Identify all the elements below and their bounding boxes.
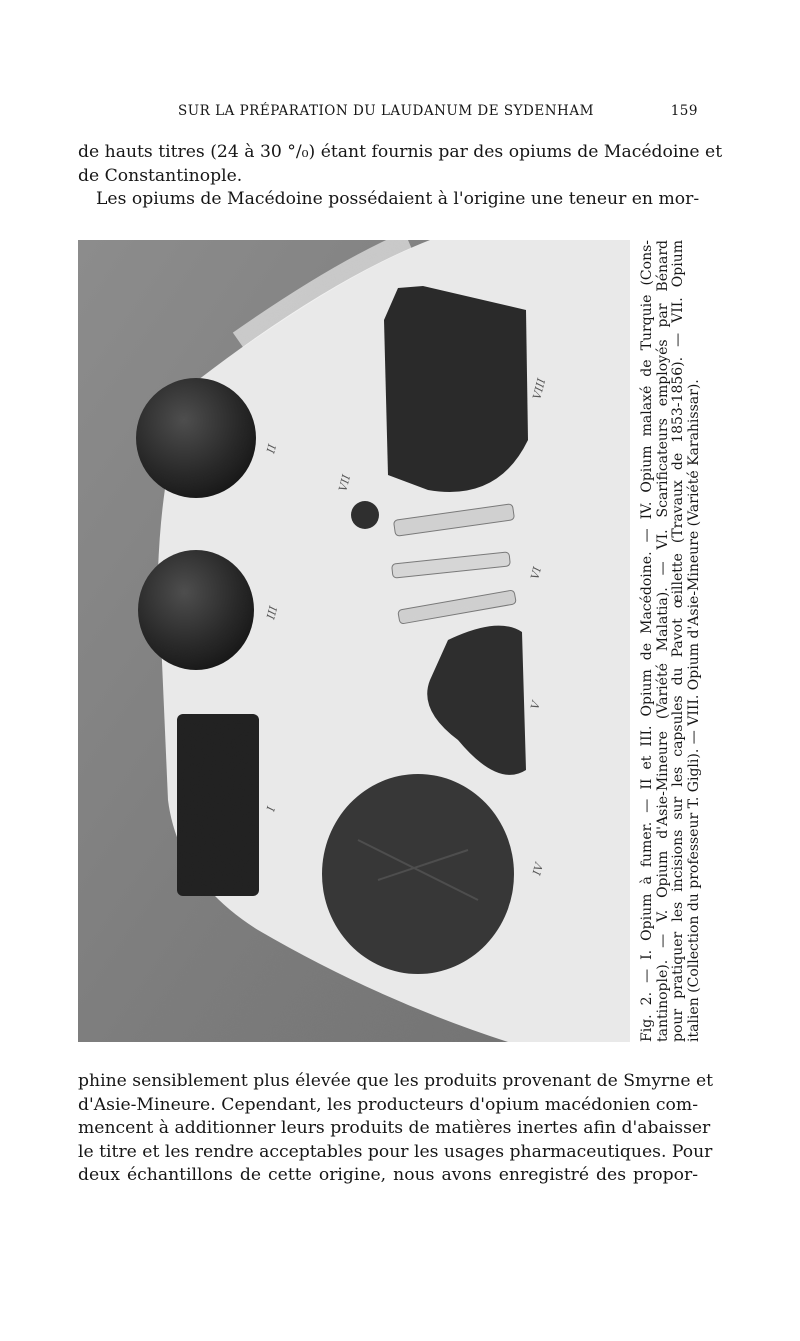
text-line: deux échantillons de cette origine, nous avons enregistré des propor- (78, 1165, 698, 1185)
text-line: de Constantinople. (78, 165, 243, 186)
text-line: Les opiums de Macédoine possédaient à l'origine une teneur en mor- (96, 189, 700, 209)
svg-text:V: V (528, 699, 543, 711)
caption-line: italien (Collection du professeur T. Gigli). — VIII. Opium d'Asie-Mineure (Variété Karahissar). (685, 379, 702, 1042)
caption-line: Fig. 2. — I. Opium à fumer. — II et III. Opium de Macédoine. — IV. Opium malaxé de Turquie (Cons- (639, 240, 655, 1042)
svg-text:IV: IV (530, 861, 547, 877)
text-line: phine sensiblement plus élevée que les produits provenant de Smyrne et (78, 1071, 714, 1091)
text-line: d'Asie-Mineure. Cependant, les producteurs d'opium macédonien com- (78, 1094, 698, 1115)
text-line: le titre et les rendre acceptables pour les usages pharmaceutiques. Pour (78, 1141, 713, 1162)
paragraph-top (78, 141, 723, 212)
svg-text:II: II (264, 443, 280, 455)
paragraph-bottom (78, 1070, 714, 1188)
page-number: 159 (670, 103, 698, 119)
figure-caption (640, 240, 720, 1042)
caption-line: pour pratiquer les incisions sur les capsules du Pavot œillette (Travaux de 1853-1856). — VII. Opium (670, 240, 687, 1042)
svg-text:VIII: VIII (530, 377, 549, 401)
svg-text:VI: VI (528, 565, 545, 581)
svg-text:VII: VII (336, 473, 354, 493)
text-line: mencent à additionner leurs produits de matières inertes afin d'abaisser (78, 1118, 711, 1138)
opium-specimens-photo (78, 240, 630, 1042)
running-header (78, 103, 698, 127)
text-line: de hauts titres (24 à 30 °/₀) étant fournis par des opiums de Macédoine et (78, 142, 723, 162)
running-title: SUR LA PRÉPARATION DU LAUDANUM DE SYDENHAM (178, 103, 594, 119)
figure-photograph (78, 240, 630, 1042)
svg-text:III: III (264, 604, 281, 621)
caption-line: tantinople). — V. Opium d'Asie-Mineure (Variété Malatia). — VI. Scarificateurs employés par Bénard (654, 240, 671, 1042)
svg-text:I: I (264, 805, 279, 813)
